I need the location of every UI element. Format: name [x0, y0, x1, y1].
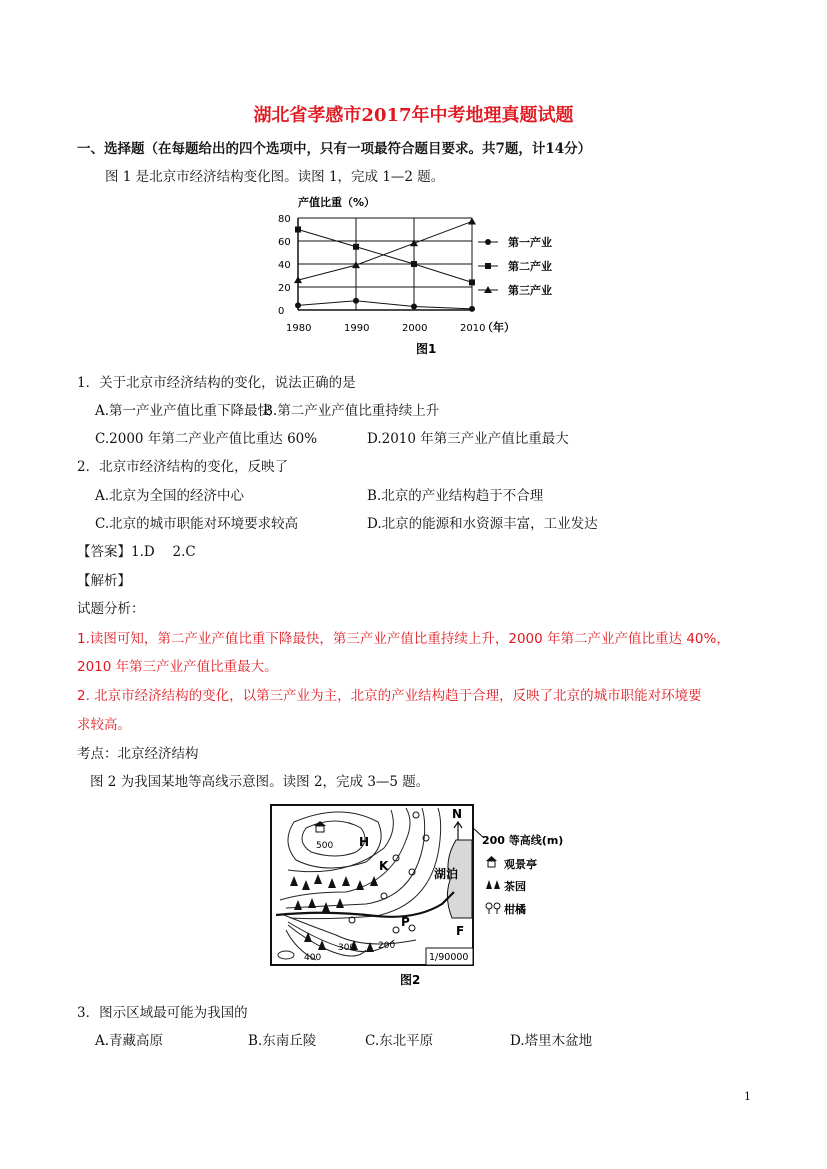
- x-tick-label: 1980: [286, 323, 312, 334]
- legend-label: 第二产业: [508, 260, 552, 273]
- q1-option-b[interactable]: B.第二产业产值比重持续上升: [263, 403, 440, 419]
- q3-stem: 3．图示区域最可能为我国的: [77, 1005, 248, 1021]
- y-tick-label: 80: [278, 214, 291, 225]
- q1-stem: 1．关于北京市经济结构的变化，说法正确的是: [77, 375, 356, 391]
- x-tick-label: 1990: [344, 323, 370, 334]
- data-point: [353, 244, 359, 250]
- chart-y-ticks: [278, 214, 291, 317]
- series-line: [298, 301, 472, 309]
- legend-marker: [485, 239, 491, 245]
- legend-pavilion-icon: [486, 856, 497, 867]
- y-tick-label: 40: [278, 260, 291, 271]
- explanation-2-line-2: 求较高。: [77, 717, 131, 733]
- data-point: [469, 279, 475, 285]
- kaodian-line: 考点：北京经济结构: [77, 746, 199, 762]
- data-point: [352, 261, 360, 268]
- q2-stem: 2．北京市经济结构的变化，反映了: [77, 459, 289, 475]
- y-tick-label: 0: [278, 306, 285, 317]
- q2-option-d[interactable]: D.北京的能源和水资源丰富，工业发达: [367, 516, 598, 532]
- intro-text-1: 图 1 是北京市经济结构变化图。读图 1，完成 1—2 题。: [105, 169, 445, 185]
- legend-tea-icon: [486, 880, 500, 889]
- data-point: [295, 302, 301, 308]
- page-title: 湖北省孝感市2017年中考地理真题试题: [253, 105, 574, 126]
- q3-option-a[interactable]: A.青藏高原: [95, 1033, 164, 1049]
- series-line: [298, 221, 472, 280]
- figure2-contour-map: [266, 800, 586, 990]
- scale-text: 1/90000: [429, 952, 469, 963]
- label-f: F: [456, 924, 465, 938]
- y-tick-label: 20: [278, 283, 291, 294]
- q2-option-b[interactable]: B.北京的产业结构趋于不合理: [367, 488, 544, 504]
- x-tick-label: 2010: [460, 323, 486, 334]
- q2-option-a[interactable]: A.北京为全国的经济中心: [95, 488, 245, 504]
- chart-series: [294, 217, 476, 311]
- label-lake: 湖泊: [434, 867, 459, 881]
- data-point: [411, 261, 417, 267]
- analysis-label: 【解析】: [77, 573, 131, 589]
- explanation-2-line-1: 2. 北京市经济结构的变化，以第三产业为主，北京的产业结构趋于合理，反映了北京的城市职能对环境要: [77, 688, 702, 704]
- legend-pavilion: 观景亭: [504, 858, 537, 871]
- q1-option-a[interactable]: A.第一产业产值比重下降最快: [95, 403, 272, 419]
- answer-line: 【答案】1.D 2.C: [77, 544, 196, 560]
- q3-option-c[interactable]: C.东北平原: [365, 1033, 434, 1049]
- y-tick-label: 60: [278, 237, 291, 248]
- analysis-subtitle: 试题分析：: [77, 601, 145, 617]
- legend-marker: [485, 263, 491, 269]
- contour-label-300: 300: [338, 943, 356, 953]
- data-point: [469, 306, 475, 312]
- data-point: [410, 239, 418, 246]
- legend-tea: 茶园: [504, 880, 526, 893]
- explanation-1-line-1: 1.读图可知，第二产业产值比重下降最快，第三产业产值比重持续上升，2000 年第二产业产值比重达 40%，: [77, 631, 730, 647]
- data-point: [353, 298, 359, 304]
- contour-label-200: 200: [378, 941, 396, 951]
- label-k: K: [379, 859, 389, 873]
- chart-y-axis-label: 产值比重（%）: [298, 196, 376, 209]
- contour-label-400: 400: [304, 953, 322, 963]
- page-number: 1: [744, 1090, 751, 1103]
- q1-option-c[interactable]: C.2000 年第二产业产值比重达 60%: [95, 431, 318, 447]
- q3-option-d[interactable]: D.塔里木盆地: [510, 1033, 593, 1049]
- legend-citrus: 柑橘: [504, 903, 526, 916]
- label-h: H: [359, 835, 370, 849]
- figure1-caption: 图1: [416, 342, 437, 356]
- figure2-caption: 图2: [400, 973, 421, 987]
- figure1-chart: [270, 190, 590, 360]
- data-point: [295, 227, 301, 233]
- section-heading: 一、选择题（在每题给出的四个选项中，只有一项最符合题目要求。共7题，计14分）: [77, 141, 592, 157]
- q3-option-b[interactable]: B.东南丘陵: [248, 1033, 317, 1049]
- series-line: [298, 230, 472, 283]
- contour-label-500: 500: [316, 841, 334, 851]
- north-label: N: [452, 807, 463, 821]
- x-tick-label: 2000: [402, 323, 428, 334]
- chart-legend: [478, 235, 552, 297]
- chart-x-axis-label: （年）: [482, 321, 515, 334]
- legend-label: 第三产业: [508, 284, 552, 297]
- q1-option-d[interactable]: D.2010 年第三产业产值比重最大: [367, 431, 569, 447]
- chart-x-ticks: [286, 323, 485, 334]
- label-p: P: [401, 915, 410, 929]
- legend-label: 第一产业: [508, 236, 552, 249]
- legend-contour: 200 等高线(m): [482, 834, 564, 847]
- data-point: [411, 304, 417, 310]
- intro-text-2: 图 2 为我国某地等高线示意图。读图 2，完成 3—5 题。: [90, 774, 430, 790]
- legend-citrus-icon: [486, 903, 500, 914]
- explanation-1-line-2: 2010 年第三产业产值比重最大。: [77, 659, 278, 675]
- q2-option-c[interactable]: C.北京的城市职能对环境要求较高: [95, 516, 299, 532]
